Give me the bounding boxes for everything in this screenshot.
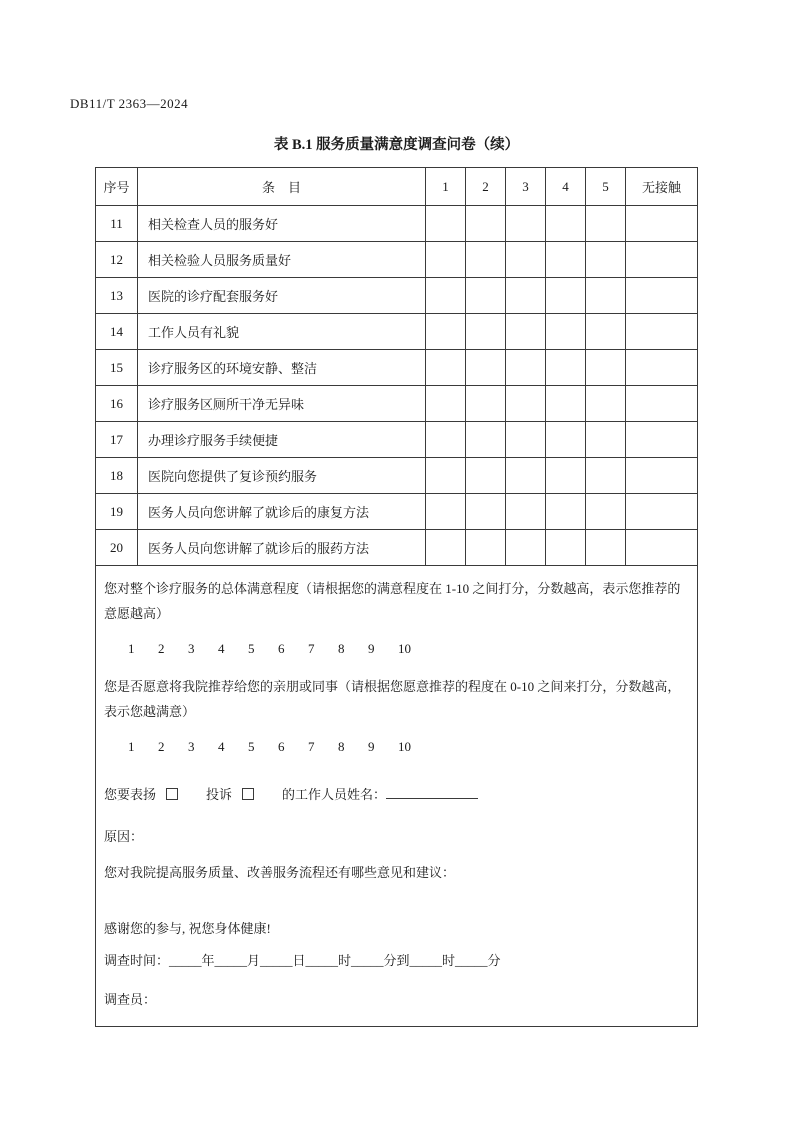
score-cell-1 [426,242,466,278]
scale-number: 4 [218,739,225,754]
table-header-row [96,168,698,206]
score-cell-1 [426,422,466,458]
row-item: 工作人员有礼貌 [138,314,426,350]
score-cell-4 [546,242,586,278]
row-item: 相关检验人员服务质量好 [138,242,426,278]
score-cell-no-contact [626,422,698,458]
score-cell-4 [546,350,586,386]
score-cell-4 [546,458,586,494]
table-title: 表 B.1 服务质量满意度调查问卷（续） [273,137,520,153]
score-cell-3 [506,422,546,458]
score-cell-no-contact [626,530,698,566]
row-seq: 19 [96,494,138,530]
scale-number: 9 [368,641,375,656]
row-item: 医务人员向您讲解了就诊后的康复方法 [138,494,426,530]
score-cell-4 [546,206,586,242]
score-cell-2 [466,386,506,422]
doc-code: DB11/T 2363—2024 [70,96,189,111]
row-seq: 18 [96,458,138,494]
score-cell-2 [466,206,506,242]
row-item: 医院向您提供了复诊预约服务 [138,458,426,494]
score-cell-5 [586,350,626,386]
satisfaction-scale [128,640,689,658]
col-header-score-3: 3 [506,168,546,206]
score-cell-5 [586,422,626,458]
score-cell-5 [586,314,626,350]
table-row [96,206,698,242]
scale-number: 6 [278,739,285,754]
table-body [96,206,698,566]
row-seq: 13 [96,278,138,314]
overall-satisfaction-question: 您对整个诊疗服务的总体满意程度（请根据您的满意程度在 1-10 之间打分，分数越高，表示您推荐的意愿越高） [104,581,681,621]
col-header-score-1: 1 [426,168,466,206]
scale-number: 7 [308,641,315,656]
table-row [96,386,698,422]
score-cell-4 [546,278,586,314]
col-header-score-4: 4 [546,168,586,206]
scale-number: 10 [398,641,411,656]
staff-name-blank [386,785,478,799]
score-cell-2 [466,242,506,278]
score-cell-5 [586,530,626,566]
survey-table [95,167,698,1027]
praise-complaint-line [104,782,689,807]
score-cell-3 [506,314,546,350]
survey-footer-cell [96,566,698,1027]
scale-number: 3 [188,739,195,754]
recommend-scale [128,738,689,756]
score-cell-no-contact [626,458,698,494]
score-cell-1 [426,530,466,566]
scale-number: 8 [338,739,345,754]
scale-number: 1 [128,641,135,656]
score-cell-1 [426,314,466,350]
score-cell-no-contact [626,242,698,278]
row-seq: 11 [96,206,138,242]
col-header-no-contact: 无接触 [626,168,698,206]
score-cell-5 [586,242,626,278]
score-cell-2 [466,494,506,530]
table-row [96,242,698,278]
scale-number: 6 [278,641,285,656]
reason-label: 原因： [104,829,144,844]
table-row [96,278,698,314]
recommend-question: 您是否愿意将我院推荐给您的亲朋或同事（请根据您愿意推荐的程度在 0-10 之间来打分，分数越高，表示您越满意） [104,679,681,719]
row-item: 相关检查人员的服务好 [138,206,426,242]
survey-footer-row [96,566,698,1027]
score-cell-3 [506,530,546,566]
table-row [96,530,698,566]
score-cell-4 [546,314,586,350]
row-seq: 15 [96,350,138,386]
score-cell-2 [466,350,506,386]
row-seq: 12 [96,242,138,278]
row-seq: 17 [96,422,138,458]
score-cell-3 [506,350,546,386]
score-cell-3 [506,458,546,494]
score-cell-2 [466,530,506,566]
score-cell-4 [546,386,586,422]
scale-number: 5 [248,739,255,754]
score-cell-2 [466,458,506,494]
score-cell-no-contact [626,314,698,350]
surveyor-label: 调查员： [104,992,157,1007]
row-item: 医院的诊疗配套服务好 [138,278,426,314]
col-header-score-5: 5 [586,168,626,206]
score-cell-4 [546,530,586,566]
score-cell-5 [586,494,626,530]
table-row [96,314,698,350]
score-cell-5 [586,206,626,242]
score-cell-1 [426,494,466,530]
score-cell-3 [506,386,546,422]
score-cell-5 [586,278,626,314]
scale-number: 7 [308,739,315,754]
scale-number: 9 [368,739,375,754]
scale-number: 8 [338,641,345,656]
score-cell-2 [466,422,506,458]
row-item: 医务人员向您讲解了就诊后的服药方法 [138,530,426,566]
col-header-seq: 序号 [96,168,138,206]
table-row [96,494,698,530]
praise-label: 您要表扬 [104,787,157,802]
row-seq: 14 [96,314,138,350]
scale-number: 3 [188,641,195,656]
staff-name-label: 的工作人员姓名： [282,787,387,802]
score-cell-2 [466,314,506,350]
row-seq: 20 [96,530,138,566]
survey-time-line: 调查时间：_____年_____月_____日_____时_____分到_____时_____分 [104,953,501,968]
complaint-checkbox [242,788,254,800]
scale-number: 2 [158,739,165,754]
score-cell-4 [546,494,586,530]
row-seq: 16 [96,386,138,422]
score-cell-5 [586,386,626,422]
score-cell-no-contact [626,386,698,422]
score-cell-1 [426,278,466,314]
scale-number: 1 [128,739,135,754]
scale-number: 2 [158,641,165,656]
praise-checkbox [166,788,178,800]
score-cell-5 [586,458,626,494]
suggestion-label: 您对我院提高服务质量、改善服务流程还有哪些意见和建议： [104,865,456,880]
col-header-score-2: 2 [466,168,506,206]
table-row [96,422,698,458]
table-row [96,350,698,386]
col-header-item: 条 目 [138,168,426,206]
score-cell-3 [506,206,546,242]
score-cell-1 [426,458,466,494]
scale-number: 5 [248,641,255,656]
score-cell-no-contact [626,350,698,386]
score-cell-1 [426,350,466,386]
score-cell-3 [506,278,546,314]
thanks-text: 感谢您的参与, 祝您身体健康! [104,921,271,936]
table-row [96,458,698,494]
score-cell-1 [426,206,466,242]
row-item: 诊疗服务区的环境安静、整洁 [138,350,426,386]
score-cell-3 [506,494,546,530]
score-cell-4 [546,422,586,458]
score-cell-2 [466,278,506,314]
score-cell-no-contact [626,206,698,242]
row-item: 诊疗服务区厕所干净无异味 [138,386,426,422]
row-item: 办理诊疗服务手续便捷 [138,422,426,458]
scale-number: 4 [218,641,225,656]
scale-number: 10 [398,739,411,754]
complaint-label: 投诉 [206,787,233,802]
score-cell-no-contact [626,278,698,314]
score-cell-3 [506,242,546,278]
score-cell-1 [426,386,466,422]
score-cell-no-contact [626,494,698,530]
